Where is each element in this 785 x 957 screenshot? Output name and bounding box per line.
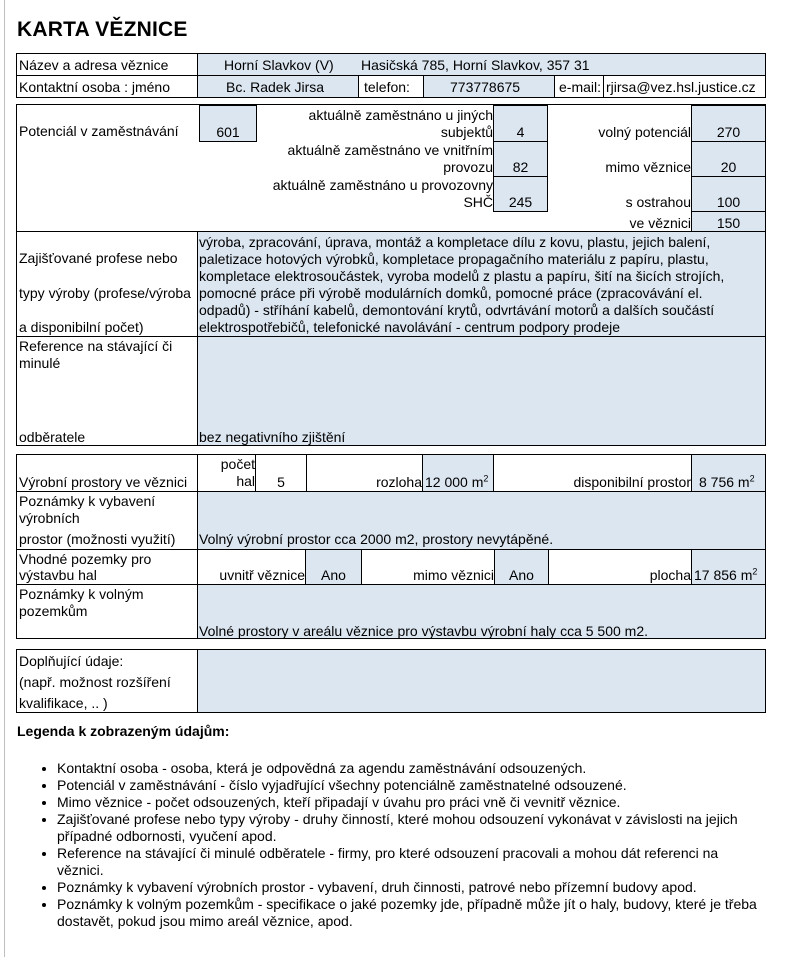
legend-item: • Poznámky k vybavení výrobních prostor - vybavení, druh činnosti, patrové nebo přízemní budovy apod. [57, 879, 757, 896]
guarded-label: s ostrahou [625, 194, 691, 210]
available-space-label: disponibilní prostor [573, 474, 691, 490]
references-label-3: odběratele [19, 429, 86, 445]
name-address-cell [198, 54, 765, 75]
other-subjects-value: 4 [493, 105, 548, 142]
production-table [16, 454, 766, 639]
other-subjects-label-2: subjektů [440, 124, 493, 140]
hall-count-label-1: počet [220, 456, 255, 472]
professions-line: odpadů) - stříhání kabelů, demontování krytů, odvrtávání motorů a dalších součástí [199, 302, 715, 318]
references-label-1: Reference na stávající či [19, 338, 173, 354]
professions-table [16, 231, 766, 446]
equipment-notes-label-3: prostor (možnosti využití) [19, 531, 176, 547]
shc-label-1: aktuálně zaměstnáno u provozovny [272, 177, 493, 193]
phone-value: 773778675 [450, 79, 521, 95]
free-potential-label: volný potenciál [598, 124, 691, 140]
legend-item: • Reference na stávající či minulé odběratele - firmy, pro které odsouzení pracovali a mohou dát referenci na věznici. [57, 845, 757, 879]
equipment-notes-label-1: Poznámky k vybavení [19, 493, 156, 509]
professions-label-2: typy výroby (profese/výroba [19, 285, 191, 301]
other-subjects-label-1: aktuálně zaměstnáno u jiných [308, 107, 493, 123]
name-address-label: Název a adresa věznice [19, 57, 169, 73]
area-label: rozloha [376, 474, 422, 490]
professions-label-1: Zajišťované profese nebo [19, 250, 178, 266]
email-value: rjirsa@vez.hsl.justice.cz [606, 79, 756, 95]
legend-title: Legenda k zobrazeným údajům: [17, 723, 230, 739]
shc-value: 245 [493, 176, 548, 212]
internal-value: 82 [493, 141, 548, 177]
professions-label-3: a disponibilní počet) [19, 319, 144, 335]
available-space-cell [692, 455, 765, 491]
legend-item: • Poznámky k volným pozemkům - specifikace o jaké pozemky jde, případně může jít o haly, budovy, které je třeba dostavět, pokud jsou mimo areál věznice, apod. [57, 896, 757, 930]
professions-line: elektrospotřebičů, telefonické navolávání - centrum podpory prodeje [199, 319, 621, 335]
prison-address: Hasičská 785, Horní Slavkov, 357 31 [361, 57, 590, 73]
references-label-2: minulé [19, 355, 61, 371]
equipment-notes-value: Volný výrobní prostor cca 2000 m2, prostory nevytápěné. [199, 531, 554, 547]
contact-name-cell [198, 76, 358, 97]
legend-item: • Mimo věznice - počet odsouzených, kteří připadají v úvahu pro práci vně či vevnitř věznice. [57, 794, 757, 811]
hall-count-value: 5 [277, 474, 285, 490]
legend-list [17, 760, 757, 930]
internal-label-1: aktuálně zaměstnáno ve vnitřním [287, 142, 493, 158]
land-area-unit-sup: 2 [752, 566, 758, 577]
supplementary-cell [198, 650, 765, 712]
land-inside-value: Ano [306, 550, 361, 584]
supplementary-label-2: (např. možnost rozšíření [19, 674, 171, 690]
supplementary-label-3: kvalifikace, .. ) [19, 695, 108, 711]
production-label: Výrobní prostory ve věznici [19, 474, 188, 490]
land-label-2: výstavbu hal [19, 567, 97, 583]
contact-label: Kontaktní osoba : jméno [19, 79, 170, 95]
land-outside-value: Ano [495, 550, 548, 584]
internal-label-2: provozu [443, 159, 493, 175]
land-area-value: 17 856 m [694, 567, 753, 583]
land-inside-label: uvnitř věznice [219, 567, 305, 583]
guarded-value: 100 [691, 176, 766, 212]
legend-item: • Potenciál v zaměstnávání - číslo vyjadřující všechny potenciálně zaměstnatelné odsouzené. [57, 777, 757, 794]
page-left-border [4, 0, 5, 957]
potential-label: Potenciál v zaměstnávání [19, 123, 179, 139]
professions-line: výroba, zpracování, úprava, montáž a kompletace dílu z kovu, plastu, jejich balení, [199, 234, 711, 250]
professions-line: kompletace elektrosoučástek, vyroba modelů z plastu a papíru, šití na šicích strojích, [199, 268, 725, 284]
free-potential-value: 270 [691, 105, 766, 142]
contact-name: Bc. Radek Jirsa [226, 79, 325, 95]
outside-label: mimo věznice [605, 159, 691, 175]
land-area-cell [692, 550, 765, 584]
available-space-value: 8 756 m [699, 474, 750, 490]
legend-item: • Zajišťované profese nebo typy výroby - druhy činností, které mohou odsouzení vykonávat v závislosti na jejich případné odbornosti, vyučení apod. [57, 811, 757, 845]
area-value: 12 000 m [425, 474, 484, 490]
hall-count-label-2: hal [236, 473, 255, 489]
land-notes-label-1: Poznámky k volným [19, 586, 144, 602]
legend-item: • Kontaktní osoba - osoba, která je odpovědná za agendu zaměstnávání odsouzených. [57, 760, 757, 777]
phone-label: telefon: [364, 79, 410, 95]
land-notes-value: Volné prostory v areálu věznice pro výstavbu výrobní haly cca 5 500 m2. [199, 623, 649, 639]
area-cell [423, 455, 493, 491]
supplementary-table [16, 649, 766, 713]
page-title: KARTA VĚZNICE [17, 18, 188, 41]
shc-label-2: SHČ [463, 194, 493, 210]
inside-value: 150 [691, 211, 766, 233]
equipment-notes-label-2: výrobních [19, 510, 80, 526]
land-notes-label-2: pozemkům [19, 603, 88, 619]
prison-name: Horní Slavkov (V) [224, 57, 334, 73]
potential-value: 601 [199, 105, 257, 142]
available-unit-sup: 2 [749, 473, 755, 484]
phone-cell [424, 76, 554, 97]
inside-label: ve věznici [629, 215, 691, 231]
outside-value: 20 [691, 141, 766, 177]
land-label-1: Vhodné pozemky pro [19, 551, 152, 567]
email-label: e-mail: [559, 79, 602, 95]
area-unit-sup: 2 [483, 473, 489, 484]
supplementary-label-1: Doplňující údaje: [19, 653, 124, 669]
professions-line: pomocné práce při výrobě modulárních domků, pomocné práce (zpracovávání el. [199, 285, 703, 301]
professions-line: paletizace hotových výrobků, kompletace propagačního materiálu z papíru, plastu, [199, 251, 709, 267]
potential-table [16, 104, 766, 231]
header-table [16, 53, 766, 98]
land-area-label: plocha [649, 567, 691, 583]
land-outside-label: mimo věznici [413, 567, 494, 583]
references-value: bez negativního zjištění [199, 429, 346, 445]
